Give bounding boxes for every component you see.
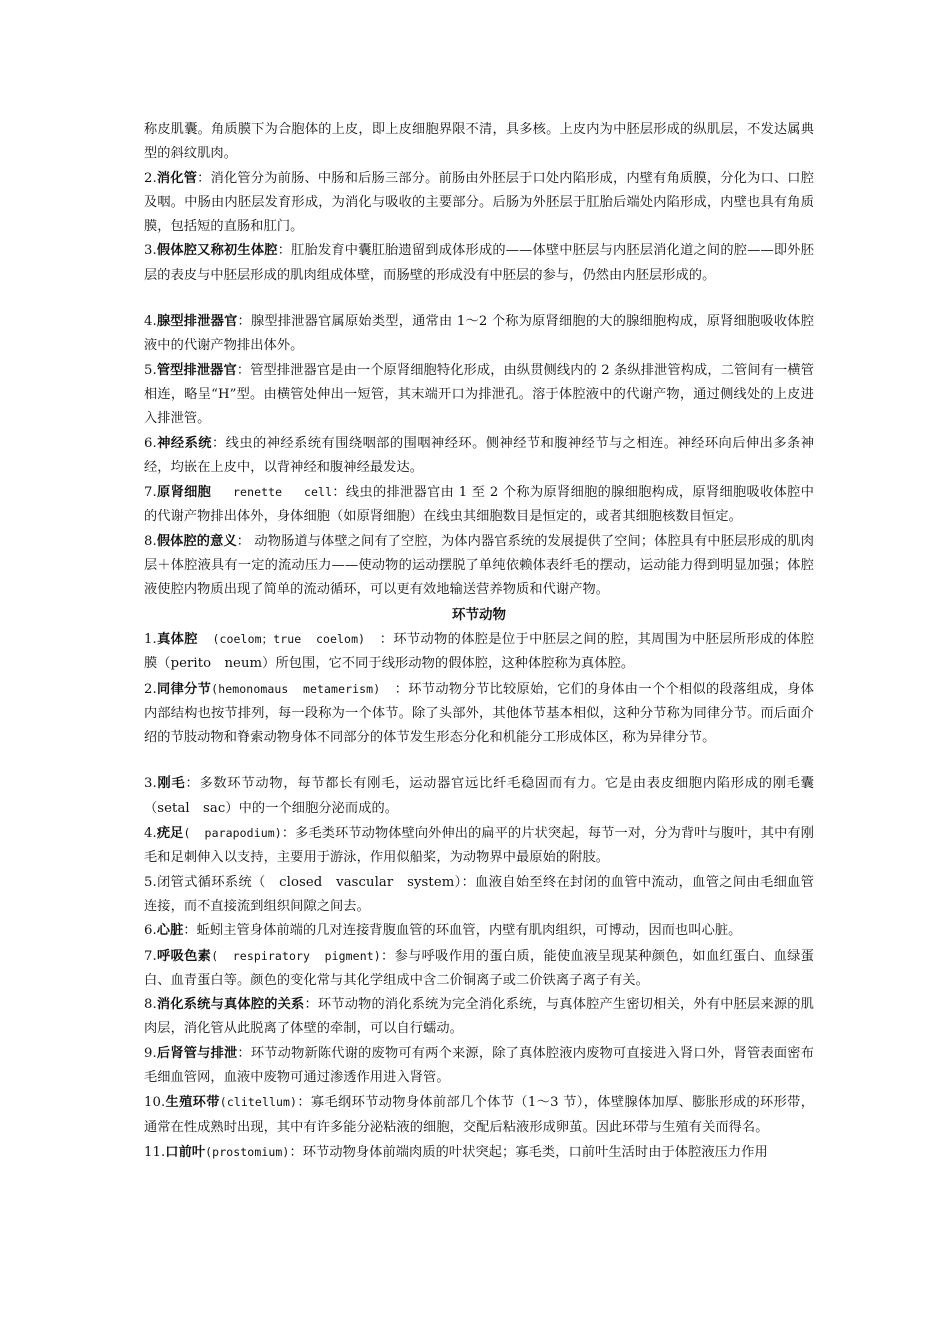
annelida-item-7 bbox=[144, 944, 814, 994]
item-number: 1. bbox=[144, 631, 157, 647]
item-separator: ： bbox=[211, 435, 226, 451]
annelida-item-11 bbox=[144, 1140, 814, 1165]
item-number: 7. bbox=[144, 948, 157, 964]
item-latin-term: (hemonomaus metamerism) bbox=[211, 681, 395, 696]
item-term: 后肾管与排泄 bbox=[156, 1045, 238, 1061]
intro-text: 称皮肌囊。角质膜下为合胞体的上皮，即上皮细胞界限不清，具多核。上皮内为中胚层形成的纵肌层，不发达属典型的斜纹肌肉。 bbox=[144, 122, 814, 162]
item-separator: ： bbox=[237, 1045, 251, 1061]
item-body: 环节动物的消化系统为完全消化系统，与真体腔产生密切相关，外有中胚层来源的肌肉层，消化管从此脱离了体壁的牵制，可以自行蠕动。 bbox=[144, 997, 814, 1037]
item-body: 动物肠道与体壁之间有了空腔，为体内器官系统的发展提供了空间；体腔具有中胚层形成的肌肉层＋体腔液具有一定的流动压力——使动物的运动摆脱了单纯依赖体表纤毛的摆动，运动能力得到明显加强；体腔液使腔内物质出现了简单的流动循环，可以更有效地输送营养物质和代谢产物。 bbox=[144, 533, 814, 598]
item-body: 蚯蚓主管身体前端的几对连接背腹血管的环血管，内壁有肌肉组织，可博动，因而也叫心脏。 bbox=[196, 923, 742, 939]
item-body: 线虫的神经系统有围绕咽部的围咽神经环。侧神经节和腹神经节与之相连。神经环向后伸出多条神经，均嵌在上皮中，以背神经和腹神经最发达。 bbox=[144, 435, 814, 475]
item-latin-term: (prostomium) bbox=[205, 1144, 290, 1159]
item-body: ：线虫的排泄器官由 1 至 2 个称为原肾细胞的腺细胞构成，原肾细胞吸收体腔中的代谢产物排出体外，身体细胞（如原肾细胞）在线虫其细胞数目是恒定的，或者其细胞核数目恒定。 bbox=[144, 485, 814, 525]
item-number: 9. bbox=[144, 1045, 157, 1061]
item-term: 消化管 bbox=[156, 170, 198, 186]
item-separator: ： bbox=[183, 923, 197, 939]
item-separator: ： bbox=[236, 533, 251, 549]
item-latin-term: (clitellum) bbox=[219, 1095, 298, 1110]
item-number: 4. bbox=[144, 826, 157, 842]
nematoda-item-4 bbox=[144, 310, 814, 359]
annelida-item-9 bbox=[144, 1042, 814, 1091]
item-term: 同律分节 bbox=[156, 681, 212, 697]
item-term: 口前叶 bbox=[165, 1144, 206, 1160]
item-body: 管型排泄器官是由一个原肾细胞特化形成，由纵贯侧线内的 2 条纵排泄管构成，二管间有一横管相连，略呈“H”型。由横管处伸出一短管，其末端开口为排泄孔。溶于体腔液中的代谢产物，通过侧线处的上皮进入排泄管。 bbox=[144, 362, 815, 427]
item-body: ：寡毛纲环节动物身体前部几个体节（1～3 节），体壁腺体加厚、膨胀形成的环形带，通常在性成熟时出现，其中有许多能分泌粘液的细胞，交配后粘液形成卵茧。因此环带与生殖有关而得名。 bbox=[144, 1095, 814, 1135]
item-number: 2. bbox=[144, 170, 157, 186]
nematoda-item-8 bbox=[144, 530, 814, 603]
intro-paragraph bbox=[144, 118, 814, 167]
item-number: 4. bbox=[144, 314, 157, 330]
item-number: 11. bbox=[144, 1144, 166, 1160]
item-separator: ： bbox=[197, 170, 211, 186]
annelida-item-10 bbox=[144, 1090, 814, 1140]
annelida-item-5 bbox=[144, 871, 814, 920]
annelida-item-3 bbox=[144, 772, 814, 821]
item-body: ：参与呼吸作用的蛋白质，能使血液呈现某种颜色，如血红蛋白、血绿蛋白、血青蛋白等。颜色的变化常与其化学组成中含二价铜离子或二价铁离子离子有关。 bbox=[144, 948, 814, 988]
item-latin-term: ( respiratory pigment) bbox=[211, 948, 381, 963]
item-body: 肛胎发育中囊肛胎遗留到成体形成的——体壁中胚层与内胚层消化道之间的腔——即外胚层的表皮与中胚层形成的肌肉组成体壁，而肠壁的形成没有中胚层的参与，仍然由内胚层形成的。 bbox=[144, 243, 814, 283]
item-number: 5. bbox=[144, 362, 157, 378]
item-body: ：环节动物身体前端肉质的叶状突起；寡毛类，口前叶生活时由于体腔液压力作用 bbox=[289, 1144, 768, 1160]
item-separator: ： bbox=[304, 997, 318, 1013]
annelida-item-6 bbox=[144, 919, 814, 943]
item-number: 5. bbox=[144, 874, 157, 890]
item-number: 10. bbox=[144, 1095, 166, 1111]
item-term: 心脏 bbox=[156, 923, 184, 939]
item-separator: ： bbox=[237, 314, 251, 330]
item-term: 呼吸色素 bbox=[156, 948, 212, 964]
item-term: 管型排泄器官 bbox=[156, 362, 237, 378]
item-term: 腺型排泄器官 bbox=[156, 314, 238, 330]
item-body: 多数环节动物，每节都长有刚毛，运动器官远比纤毛稳固而有力。它是由表皮细胞内陷形成的刚毛囊（setal sac）中的一个细胞分泌而成的。 bbox=[144, 776, 814, 816]
item-number: 8. bbox=[144, 533, 157, 549]
item-number: 6. bbox=[144, 435, 157, 451]
item-number: 2. bbox=[144, 681, 157, 697]
item-number: 3. bbox=[144, 243, 157, 259]
annelida-item-4 bbox=[144, 821, 814, 871]
item-body: 闭管式循环系统（ closed vascular system）：血液自始至终在封闭的血管中流动，血管之间由毛细血管连接，而不直接流到组织间隙之间去。 bbox=[144, 874, 814, 914]
item-term: 假体腔的意义 bbox=[156, 533, 237, 549]
item-latin-term: (coelom；true coelom) bbox=[197, 631, 380, 646]
item-body: 环节动物新陈代谢的废物可有两个来源，除了真体腔液内废物可直接进入肾口外，肾管表面密布毛细血管网，血液中废物可通过渗透作用进入肾管。 bbox=[144, 1045, 814, 1085]
item-term: 消化系统与真体腔的关系 bbox=[156, 997, 305, 1013]
item-body: 消化管分为前肠、中肠和后肠三部分。前肠由外胚层于口处内陷形成，内壁有角质膜，分化为口、口腔及咽。中肠由内胚层发育形成，为消化与吸收的主要部分。后肠为外胚层于肛胎后端处内陷形成，内壁也具有角质膜，包括短的直肠和肛门。 bbox=[144, 170, 814, 235]
item-term: 原肾细胞 bbox=[156, 485, 212, 501]
paragraph-gap bbox=[144, 288, 814, 310]
item-separator: ： bbox=[277, 243, 292, 259]
item-term: 生殖环带 bbox=[165, 1095, 220, 1111]
annelida-item-2 bbox=[144, 677, 814, 751]
section-title: 环节动物 bbox=[452, 606, 506, 623]
nematoda-item-2 bbox=[144, 167, 814, 240]
item-term: 神经系统 bbox=[156, 435, 212, 451]
item-separator: ： bbox=[185, 776, 200, 792]
item-body: ：多毛类环节动物体壁向外伸出的扁平的片状突起，每节一对，分为背叶与腹叶，其中有刚毛和足刺伸入以支持，主要用于游泳，作用似船桨，为动物界中最原始的附肢。 bbox=[144, 826, 815, 866]
item-number: 7. bbox=[144, 485, 157, 501]
annelida-item-1 bbox=[144, 627, 814, 677]
nematoda-item-6 bbox=[144, 432, 814, 481]
item-number: 6. bbox=[144, 923, 157, 939]
document-page bbox=[144, 118, 814, 1165]
item-latin-term: renette cell bbox=[211, 485, 333, 500]
item-number: 3. bbox=[144, 776, 157, 792]
item-number: 8. bbox=[144, 997, 157, 1013]
annelida-item-8 bbox=[144, 993, 814, 1042]
nematoda-item-3 bbox=[144, 239, 814, 288]
item-body: ：环节动物的体腔是位于中胚层之间的腔，其周围为中胚层所形成的体腔膜（perito neum）所包围，它不同于线形动物的假体腔，这种体腔称为真体腔。 bbox=[144, 631, 814, 672]
item-latin-term: ( parapodium) bbox=[183, 826, 282, 841]
item-term: 真体腔 bbox=[156, 631, 198, 647]
item-term: 假体腔又称初生体腔 bbox=[156, 243, 278, 259]
item-separator: ： bbox=[236, 362, 251, 378]
item-term: 疣足 bbox=[156, 826, 184, 842]
item-body: ：环节动物分节比较原始，它们的身体由一个个相似的段落组成，身体内部结构也按节排列，每一段称为一个体节。除了头部外，其他体节基本相似，这种分节称为同律分节。而后面介绍的节肢动物和脊索动物身体不同部分的体节发生形态分化和机能分工形成体区，称为异律分节。 bbox=[144, 681, 814, 746]
item-term: 刚毛 bbox=[156, 776, 186, 792]
nematoda-item-5 bbox=[144, 359, 814, 432]
paragraph-gap bbox=[144, 750, 814, 772]
nematoda-item-7 bbox=[144, 480, 814, 530]
item-body: 腺型排泄器官属原始类型，通常由 1～2 个称为原肾细胞的大的腺细胞构成，原肾细胞吸收体腔液中的代谢产物排出体外。 bbox=[144, 314, 815, 354]
